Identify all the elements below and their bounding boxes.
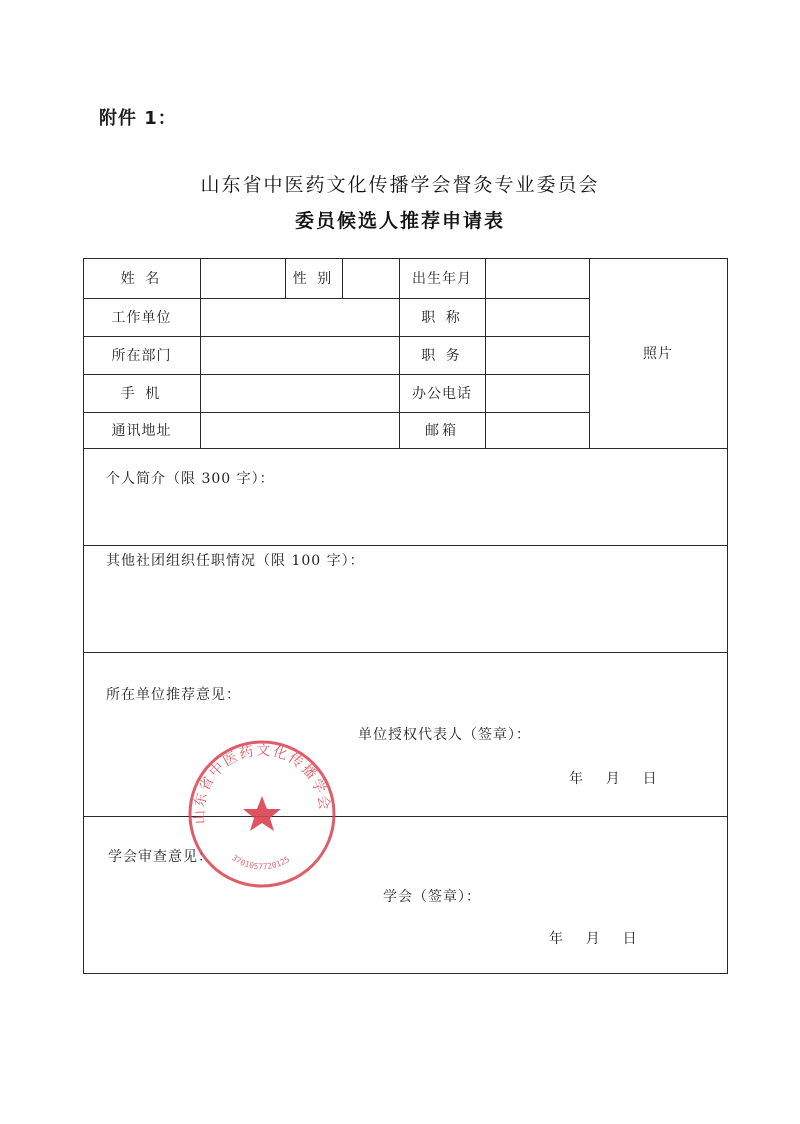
label-address: 通讯地址 (111, 423, 172, 439)
section-divider (83, 652, 728, 653)
unit-opinion-label: 所在单位推荐意见： (106, 687, 241, 703)
input-work-unit[interactable] (200, 298, 399, 336)
label-mobile: 手 机 (120, 386, 163, 402)
input-department[interactable] (200, 336, 399, 374)
label-office-phone: 办公电话 (412, 386, 472, 402)
input-title[interactable] (485, 298, 589, 336)
form-title-line2: 委员候选人推荐申请表 (294, 210, 505, 232)
grid-line (83, 448, 728, 449)
label-name: 姓 名 (120, 271, 163, 287)
label-email: 邮箱 (425, 423, 459, 439)
label-birth: 出生年月 (412, 271, 472, 287)
unit-date-label: 年 月 日 (569, 771, 658, 787)
other-roles-label: 其他社团组织任职情况（限 100 字）： (106, 553, 365, 569)
input-address[interactable] (200, 412, 399, 448)
label-gender: 性 别 (292, 271, 335, 287)
society-opinion-label: 学会审查意见： (108, 849, 213, 865)
profile-label: 个人简介（限 300 字）： (106, 471, 275, 487)
seal-text: 山东省中医药文化传播学会 (191, 742, 333, 825)
input-birth[interactable] (485, 258, 589, 298)
input-position[interactable] (485, 336, 589, 374)
form-title-line1: 山东省中医药文化传播学会督灸专业委员会 (200, 174, 600, 196)
seal-number: 3701057720125 (230, 853, 292, 872)
label-work-unit: 工作单位 (111, 310, 172, 326)
application-form-table (83, 258, 728, 974)
table-border-right (727, 258, 728, 974)
input-name[interactable] (200, 258, 285, 298)
table-border-bottom (83, 973, 728, 974)
unit-signature-label: 单位授权代表人（签章）： (358, 727, 531, 743)
label-department: 所在部门 (111, 348, 172, 364)
attachment-label: 附件 1： (99, 108, 177, 129)
seal-graphic (186, 738, 338, 890)
seal-star-icon (243, 796, 281, 831)
society-date-label: 年 月 日 (549, 931, 638, 947)
section-divider (83, 545, 728, 546)
input-gender[interactable] (342, 258, 399, 298)
photo-box[interactable]: 照片 (643, 346, 673, 362)
label-title: 职 称 (421, 310, 463, 326)
society-signature-label: 学会（签章）： (383, 889, 481, 905)
input-office-phone[interactable] (485, 374, 589, 412)
input-mobile[interactable] (200, 374, 399, 412)
section-divider (83, 816, 728, 817)
official-seal (186, 738, 338, 890)
input-email[interactable] (485, 412, 589, 448)
label-position: 职 务 (421, 348, 463, 364)
